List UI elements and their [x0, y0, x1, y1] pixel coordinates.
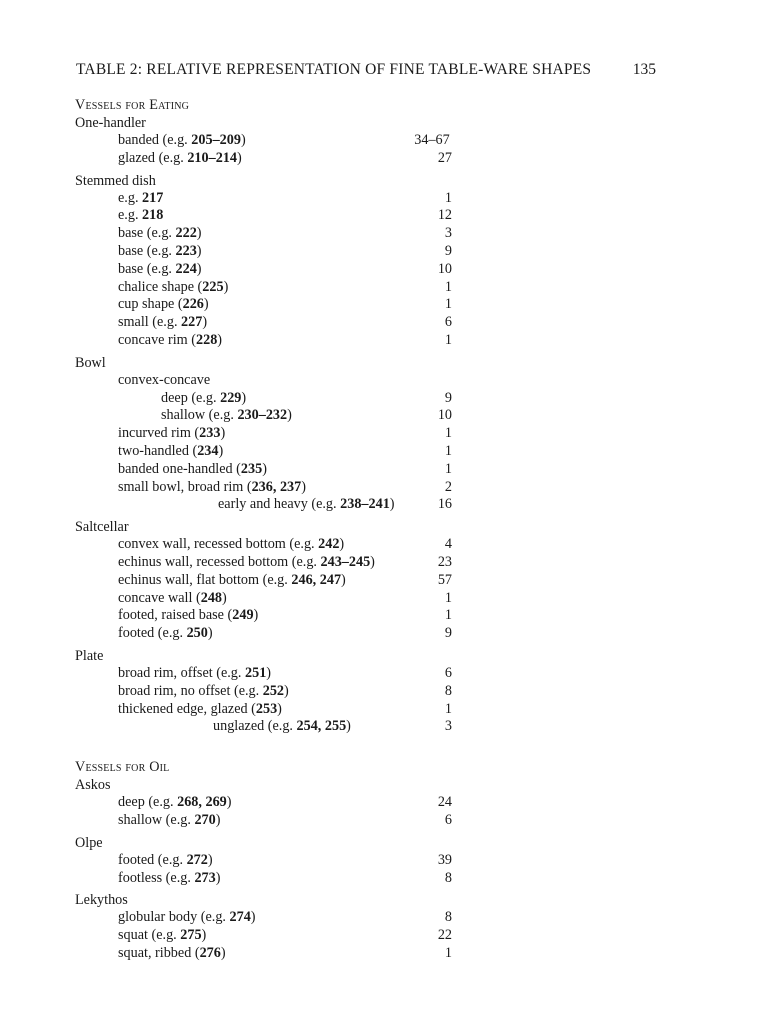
table-row [75, 794, 495, 812]
shape-label [118, 590, 227, 608]
label-suffix: ) [220, 944, 226, 961]
group-title: Askos [75, 777, 111, 794]
catalogue-reference: 227 [181, 314, 203, 331]
shape-group [75, 776, 495, 830]
section-title: Vessels for Oil [75, 759, 170, 776]
shape-label [118, 852, 213, 870]
catalogue-reference: 228 [196, 331, 218, 348]
table-row [75, 225, 495, 243]
label-suffix: ) [223, 278, 229, 295]
label-suffix: ) [201, 927, 207, 944]
table-row [75, 461, 495, 479]
catalogue-reference: 274 [229, 909, 251, 926]
label-suffix: ) [215, 811, 221, 828]
table-row [75, 590, 495, 608]
count-value: 24 [437, 794, 452, 811]
catalogue-reference: 222 [175, 225, 197, 242]
table-row [75, 870, 495, 888]
table-row [75, 207, 495, 225]
group-title: Olpe [75, 834, 103, 851]
catalogue-reference: 243–245 [320, 553, 371, 570]
count-value: 9 [444, 242, 452, 259]
label-text: concave rim ( [118, 331, 196, 348]
table-row [75, 536, 495, 554]
label-suffix: ) [339, 536, 345, 553]
count-value: 6 [444, 811, 452, 828]
catalogue-reference: 224 [175, 260, 197, 277]
count-value: 6 [444, 314, 452, 331]
table-section [75, 758, 495, 963]
table-section [75, 96, 495, 736]
table-row [75, 314, 495, 332]
count-value: 1 [444, 442, 452, 459]
label-text: shallow (e.g. [118, 811, 195, 828]
count-value: 23 [437, 553, 452, 570]
catalogue-reference: 236, 237 [251, 478, 302, 495]
table-row [75, 243, 495, 261]
shape-label [118, 190, 163, 208]
count-value: 1 [444, 189, 452, 206]
count-value: 39 [437, 851, 452, 868]
label-suffix: ) [277, 700, 282, 717]
shape-label [118, 870, 220, 888]
label-text: footed, raised base ( [118, 607, 233, 624]
table-row [75, 665, 495, 683]
group-title: Plate [75, 647, 104, 664]
label-text: broad rim, no offset (e.g. [118, 682, 263, 699]
catalogue-reference: 248 [200, 589, 222, 606]
label-text: banded one-handled ( [118, 460, 241, 477]
label-text: glazed (e.g. [118, 149, 188, 166]
section-title: Vessels for Eating [75, 97, 190, 113]
label-text: echinus wall, recessed bottom (e.g. [118, 553, 321, 570]
label-suffix: ) [196, 260, 202, 277]
catalogue-reference: 223 [175, 242, 197, 259]
label-suffix: ) [226, 794, 232, 811]
label-suffix: ) [253, 607, 259, 624]
table-row [75, 927, 495, 945]
label-text: squat, ribbed ( [118, 944, 200, 961]
label-suffix: ) [217, 331, 223, 348]
catalogue-reference: 252 [262, 682, 285, 699]
shape-group [75, 518, 495, 643]
catalogue-reference: 250 [186, 625, 208, 642]
table-row [75, 261, 495, 279]
catalogue-reference: 230–232 [237, 407, 288, 424]
label-text: two-handled ( [118, 442, 198, 459]
shape-label [118, 132, 246, 150]
catalogue-reference: 218 [142, 207, 164, 224]
label-text: base (e.g. [118, 242, 176, 259]
shape-label [213, 718, 351, 736]
count-value: 1 [444, 589, 452, 606]
catalogue-reference: 276 [199, 944, 221, 961]
table-row [75, 407, 495, 425]
shape-label [118, 812, 220, 830]
count-value: 1 [444, 331, 452, 348]
label-text: broad rim, offset (e.g. [118, 664, 245, 681]
label-text: base (e.g. [118, 260, 176, 277]
shape-label [118, 683, 289, 701]
count-value: 2 [444, 478, 452, 495]
shape-label [118, 536, 344, 554]
label-text: banded (e.g. [118, 132, 192, 148]
label-suffix: ) [240, 132, 246, 148]
catalogue-reference: 251 [245, 664, 267, 681]
count-value: 16 [437, 496, 452, 513]
shape-label [118, 225, 202, 243]
group-title: Stemmed dish [75, 172, 156, 189]
catalogue-reference: 246, 247 [291, 571, 342, 588]
catalogue-reference: 210–214 [187, 149, 237, 166]
label-text: convex-concave [118, 371, 211, 388]
shape-label [118, 279, 228, 297]
shape-label [118, 261, 202, 279]
count-value: 9 [444, 625, 452, 642]
table-row [75, 479, 495, 497]
count-value: 6 [444, 664, 452, 681]
catalogue-reference: 254, 255 [296, 718, 347, 735]
group-title: One-handler [75, 115, 146, 131]
shape-label [118, 461, 267, 479]
count-value: 12 [437, 207, 452, 224]
count-value: 57 [437, 571, 452, 588]
page-number: 135 [632, 61, 656, 78]
shape-group [75, 834, 495, 888]
table-row [75, 150, 495, 168]
shape-label [118, 572, 346, 590]
label-suffix: ) [250, 909, 256, 926]
table-row [75, 909, 495, 927]
label-suffix: ) [236, 149, 242, 166]
shapes-table [75, 96, 495, 963]
count-value: 3 [444, 718, 452, 735]
count-value: 27 [437, 149, 452, 166]
label-text: e.g. [118, 207, 143, 224]
shape-label [118, 296, 209, 314]
table-title: TABLE 2: RELATIVE REPRESENTATION OF FINE TABLE-WARE SHAPES [76, 61, 592, 78]
catalogue-reference: 235 [240, 460, 263, 477]
count-value: 1 [444, 460, 452, 477]
shape-label [118, 243, 202, 261]
shape-label [118, 207, 163, 225]
label-suffix: ) [241, 389, 247, 406]
table-row [75, 296, 495, 314]
shape-group [75, 647, 495, 736]
label-text: footed (e.g. [118, 851, 187, 868]
label-suffix: ) [202, 314, 208, 331]
label-text: squat (e.g. [118, 927, 181, 944]
page-header [76, 61, 656, 83]
count-value: 1 [444, 296, 452, 313]
catalogue-reference: 268, 269 [177, 794, 227, 811]
label-suffix: ) [389, 496, 395, 513]
count-value: 1 [444, 607, 452, 624]
count-value: 10 [437, 407, 452, 424]
group-title: Bowl [75, 354, 106, 371]
shape-label [118, 625, 213, 643]
count-value: 1 [444, 278, 452, 295]
shape-label [118, 372, 210, 390]
table-row [75, 372, 495, 390]
shape-label [218, 496, 395, 514]
table-row [75, 718, 495, 736]
table-row [75, 683, 495, 701]
label-suffix: ) [207, 625, 213, 642]
label-text: unglazed (e.g. [213, 718, 297, 735]
label-suffix: ) [218, 442, 224, 459]
catalogue-reference: 242 [318, 536, 340, 553]
label-suffix: ) [203, 296, 209, 313]
catalogue-reference: 238–241 [340, 496, 390, 513]
count-value: 9 [444, 389, 452, 406]
catalogue-reference: 233 [199, 425, 221, 442]
label-text: shallow (e.g. [161, 407, 238, 424]
label-suffix: ) [284, 682, 289, 699]
shape-label [118, 150, 242, 168]
count-value: 8 [444, 682, 452, 699]
label-suffix: ) [266, 664, 272, 681]
count-value: 1 [444, 425, 452, 442]
count-value: 4 [444, 536, 452, 553]
label-text: deep (e.g. [161, 389, 221, 406]
count-value: 3 [444, 225, 452, 242]
label-suffix: ) [301, 478, 306, 495]
label-suffix: ) [196, 242, 202, 259]
table-row [75, 496, 495, 514]
table-row [75, 572, 495, 590]
count-value: 8 [444, 869, 452, 886]
table-row [75, 190, 495, 208]
label-suffix: ) [262, 460, 267, 477]
count-value: 1 [444, 700, 452, 717]
label-suffix: ) [222, 589, 227, 606]
shape-label [118, 554, 375, 572]
label-suffix: ) [346, 718, 351, 735]
table-row [75, 607, 495, 625]
label-suffix: ) [341, 571, 346, 588]
label-text: base (e.g. [118, 225, 176, 242]
shape-label [118, 945, 226, 963]
catalogue-reference: 270 [194, 811, 216, 828]
shape-label [118, 443, 223, 461]
label-suffix: ) [196, 225, 202, 242]
shape-group [75, 891, 495, 962]
shape-label [118, 927, 206, 945]
shape-label [161, 407, 292, 425]
table-row [75, 332, 495, 350]
label-text: deep (e.g. [118, 794, 178, 811]
label-text: small (e.g. [118, 314, 182, 331]
table-row [75, 812, 495, 830]
catalogue-reference: 249 [232, 607, 254, 624]
table-row [75, 625, 495, 643]
count-value: 34–67 [414, 132, 450, 148]
count-value: 10 [437, 260, 452, 277]
table-row [75, 554, 495, 572]
shape-label [118, 665, 271, 683]
shape-label [118, 701, 282, 719]
label-text: convex wall, recessed bottom (e.g. [118, 536, 319, 553]
catalogue-reference: 253 [255, 700, 278, 717]
shape-label [118, 794, 231, 812]
group-title: Saltcellar [75, 519, 129, 536]
shape-group [75, 172, 495, 350]
label-text: footed (e.g. [118, 625, 187, 642]
shape-label [161, 390, 246, 408]
shape-label [118, 607, 258, 625]
shape-label [118, 314, 207, 332]
label-text: echinus wall, flat bottom (e.g. [118, 571, 292, 588]
label-text: globular body (e.g. [118, 909, 230, 926]
table-row [75, 701, 495, 719]
table-row [75, 279, 495, 297]
catalogue-reference: 217 [142, 189, 164, 206]
catalogue-reference: 229 [220, 389, 242, 406]
label-suffix: ) [220, 425, 226, 442]
label-text: incurved rim ( [118, 425, 200, 442]
shape-group [75, 114, 495, 168]
label-text: e.g. [118, 189, 143, 206]
shape-label [118, 909, 256, 927]
shape-group [75, 354, 495, 514]
label-text: early and heavy (e.g. [218, 496, 341, 513]
count-value: 8 [444, 909, 452, 926]
catalogue-reference: 205–209 [191, 132, 241, 148]
label-suffix: ) [215, 869, 221, 886]
table-row [75, 852, 495, 870]
catalogue-reference: 275 [180, 927, 202, 944]
table-row [75, 443, 495, 461]
label-text: small bowl, broad rim ( [118, 478, 252, 495]
label-suffix: ) [287, 407, 292, 424]
shape-label [118, 479, 306, 497]
count-value: 1 [444, 944, 452, 961]
catalogue-reference: 225 [202, 278, 224, 295]
shape-label [118, 332, 222, 350]
catalogue-reference: 273 [194, 869, 216, 886]
table-row [75, 390, 495, 408]
shape-label [118, 425, 225, 443]
catalogue-reference: 234 [197, 442, 219, 459]
table-row [75, 945, 495, 963]
label-text: cup shape ( [118, 296, 183, 313]
catalogue-reference: 272 [186, 851, 208, 868]
label-suffix: ) [370, 553, 375, 570]
table-row [75, 425, 495, 443]
catalogue-reference: 226 [182, 296, 204, 313]
label-text: footless (e.g. [118, 869, 195, 886]
label-text: thickened edge, glazed ( [118, 700, 256, 717]
label-suffix: ) [207, 851, 213, 868]
group-title: Lekythos [75, 892, 128, 909]
label-text: concave wall ( [118, 589, 201, 606]
table-row [75, 132, 495, 150]
label-text: chalice shape ( [118, 278, 203, 295]
count-value: 22 [437, 927, 452, 944]
